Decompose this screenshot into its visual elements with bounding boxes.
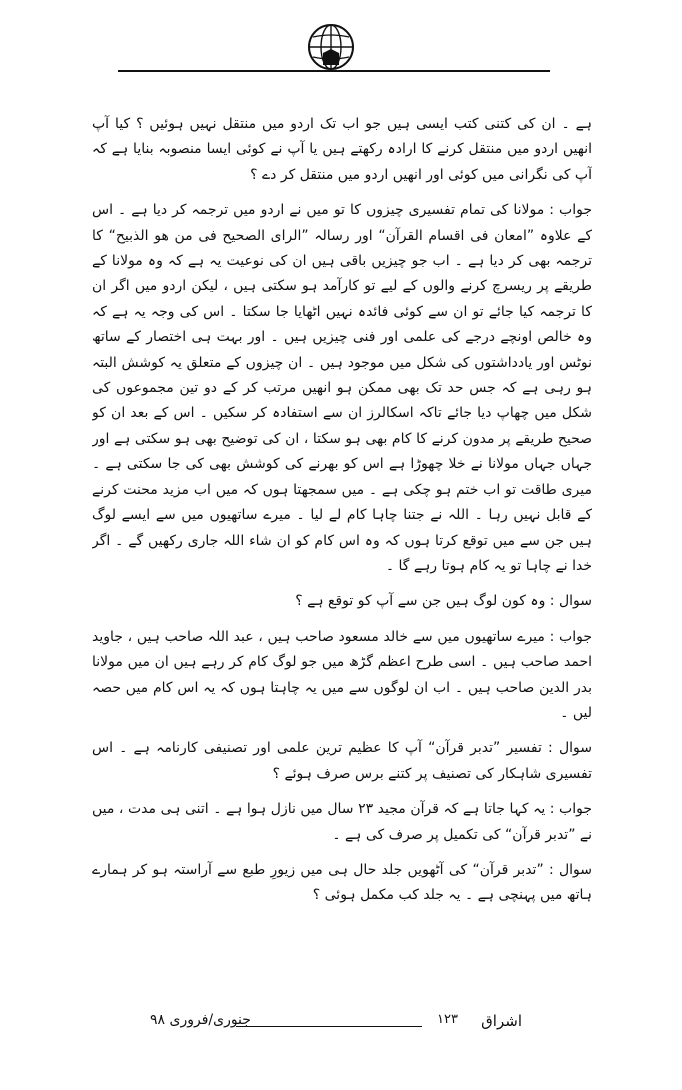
article-body [92,112,592,987]
paragraph-question-3: سوال : تفسیر ”تدبر قرآن“ آپ کا عظیم ترین علمی اور تصنیفی کارنامہ ہے ۔ اس تفسیری شاہکار کی تصنیف پر کتنے برس صرف ہوئے ؟ [92,740,592,782]
paragraph-question-2: سوال : وہ کون لوگ ہیں جن سے آپ کو توقع ہے ؟ [295,593,592,610]
page-number: ۱۲۳ [437,1012,458,1027]
paragraph-question-continued: ہے ۔ ان کی کتنی کتب ایسی ہیں جو اب تک اردو میں منتقل نہیں ہوئیں ؟ کیا آپ انھیں اردو میں منتقل کرنے کا ارادہ رکھتے ہیں یا آپ نے کوئی ایسا منصوبہ بنایا ہے کہ آپ کی نگرانی میں کوئی اور انھیں اردو میں منتقل کر دے ؟ [92,116,592,183]
paragraph-answer-1: جواب : مولانا کی تمام تفسیری چیزوں کا تو میں نے اردو میں ترجمہ کر دیا ہے ۔ اس کے علاوہ ”امعان فی اقسام القرآن“ اور رسالہ ”الرای الصحیح فی من ھو الذبیح“ کا ترجمہ بھی کر دیا ہے ۔ اب جو چیزیں باقی ہیں ان کی نوعیت یہ ہے کہ وہ مولانا کے طریقے پر ریسرچ کرنے والوں کے لیے تو کارآمد ہو سکتی ہیں ، لیکن اردو میں اگر ان کا ترجمہ کیا جائے تو ان سے کوئی فائدہ نہیں اٹھایا جا سکتا ۔ اس کی وجہ یہ ہے کہ وہ خالص اونچے درجے کی علمی اور فنی چیزیں ہیں ۔ اور بہت ہی اختصار کے ساتھ نوٹس اور یادداشتوں کی شکل میں موجود ہیں ۔ ان چیزوں کے متعلق یہ کوشش البتہ ہو رہی ہے کہ جس حد تک بھی ممکن ہو انھیں مرتب کر کے دو تین مجموعوں کی شکل میں چھاپ دیا جائے تاکہ اسکالرز ان سے استفادہ کر سکیں ۔ اس کے بعد ان کو صحیح طریقے پر مدون کرنے کا کام بھی ہو سکتا ، ان کی توضیح بھی ہو سکتی ہے اور جہاں جہاں مولانا نے خلا چھوڑا ہے اس کو بھرنے کی کوشش بھی کی جا سکتی ہے ۔ میری طاقت تو اب ختم ہو چکی ہے ۔ میں سمجھتا ہوں کہ میں اب مزید محنت کرنے کے قابل نہیں رہا ۔ اللہ نے جتنا چاہا کام لے لیا ۔ میرے ساتھیوں میں سے ایسے لوگ ہیں جن سے میں توقع کرتا ہوں کہ وہ اس کام کو ان شاء اللہ جاری رکھیں گے ۔ اگر خدا نے چاہا تو یہ کام ہوتا رہے گا ۔ [92,202,592,574]
header-rule [118,70,550,72]
paragraph-answer-3: جواب : یہ کہا جاتا ہے کہ قرآن مجید ۲۳ سال میں نازل ہوا ہے ۔ اتنی ہی مدت ، میں نے ”تدبر قرآن“ کی تکمیل پر صرف کی ہے ۔ [92,801,592,843]
journal-name: اشراق [481,1012,522,1030]
globe-logo-icon [306,22,356,72]
paragraph-question-4: سوال : ”تدبر قرآن“ کی آٹھویں جلد حال ہی میں زیورِ طبع سے آراستہ ہو کر ہمارے ہاتھ میں پہنچی ہے ۔ یہ جلد کب مکمل ہوئی ؟ [92,861,592,904]
page-footer [150,1012,522,1038]
footer-rule [236,1026,422,1027]
paragraph-answer-2: جواب : میرے ساتھیوں میں سے خالد مسعود صاحب ہیں ، عبد اللہ صاحب ہیں ، جاوید احمد صاحب ہیں ۔ اسی طرح اعظم گڑھ میں جو لوگ کام کر رہے ہیں ان میں مولانا بدر الدین صاحب ہیں ۔ اب ان لوگوں سے میں یہ چاہتا ہوں کہ یہ اس کام میں حصہ لیں ۔ [92,628,592,721]
issue-date: جنوری/فروری ۹۸ [150,1012,251,1028]
